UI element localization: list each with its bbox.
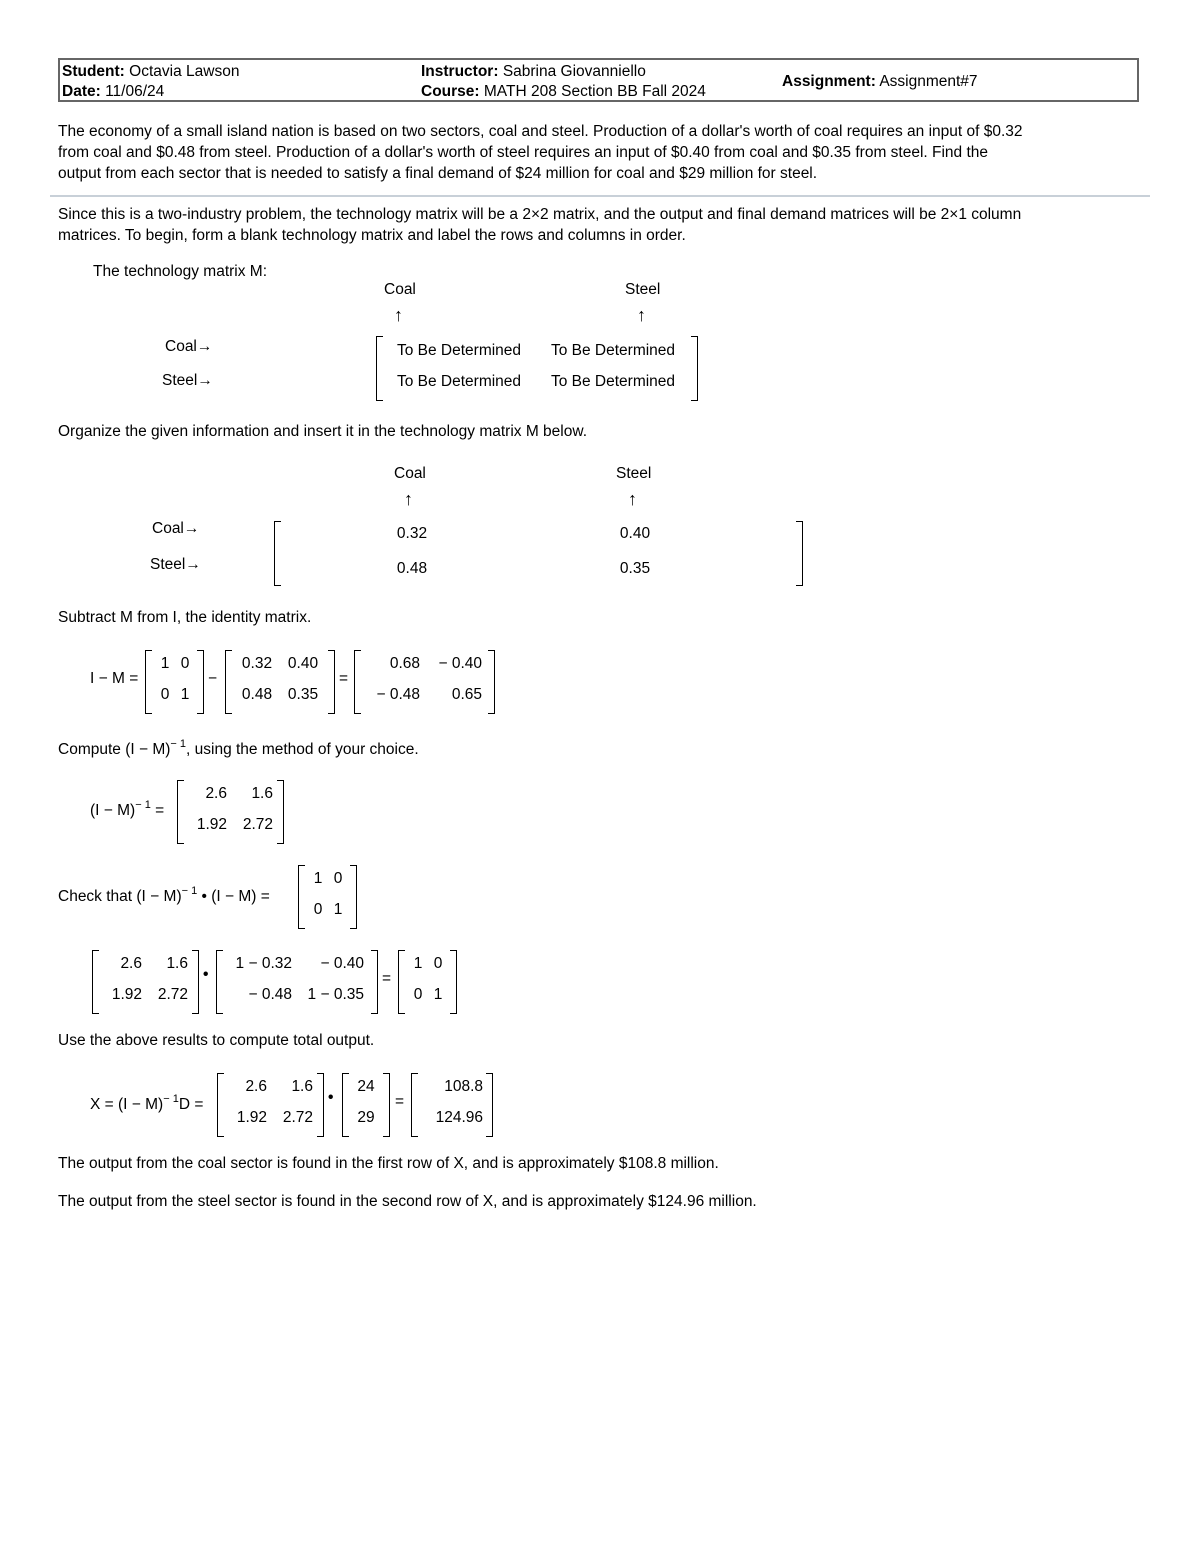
- up-arrow-icon: ↑: [404, 489, 413, 509]
- blank-row-coal: Coal→: [165, 338, 213, 355]
- row-steel-label: Steel→: [150, 556, 201, 573]
- matrix-cell: 2.6: [120, 955, 142, 972]
- m-matrix: [225, 650, 335, 714]
- matrix-cell: 0.68: [389, 655, 420, 672]
- matrix-cell: 1.6: [251, 785, 273, 802]
- matrix-cell: 0.48: [241, 686, 273, 703]
- blank-row-steel: Steel→: [162, 372, 213, 389]
- matrix-cell: 0: [180, 655, 190, 672]
- blank-technology-matrix: [376, 336, 698, 401]
- student-field: Student: Octavia Lawson: [62, 63, 240, 80]
- i-minus-m-lhs: I − M =: [90, 670, 139, 687]
- i-minus-m-matrix: [354, 650, 495, 714]
- matrix-cell: To Be Determined: [396, 342, 522, 359]
- organize-text: Organize the given information and insert it in the technology matrix M below.: [58, 423, 587, 440]
- blank-col-coal: Coal: [384, 281, 416, 298]
- intro-text: Since this is a two-industry problem, the technology matrix will be a 2×2 matrix, and the output and final demand matrices will be 2×1 column matrices. To begin, form a blank technology matrix and label the rows and columns in order.: [58, 206, 1022, 244]
- technology-matrix: [274, 521, 803, 586]
- matrix-cell: 0.35: [287, 686, 319, 703]
- up-arrow-icon: ↑: [628, 489, 637, 509]
- up-arrow-icon: ↑: [394, 305, 403, 325]
- matrix-cell: 1.6: [166, 955, 188, 972]
- up-arrow-icon: ↑: [637, 305, 646, 325]
- matrix-cell: 1: [333, 901, 343, 918]
- matrix-cell: 0.32: [396, 525, 428, 542]
- matrix-cell: 0: [333, 870, 343, 887]
- matrix-cell: 124.96: [435, 1109, 483, 1126]
- col-steel-label: Steel: [616, 465, 652, 482]
- matrix-cell: 1: [313, 870, 323, 887]
- matrix-cell: 1 − 0.32: [235, 955, 292, 972]
- matrix-cell: 1.92: [111, 986, 142, 1003]
- matrix-cell: 1.92: [196, 816, 227, 833]
- matrix-cell: 2.6: [245, 1078, 267, 1095]
- conclusion-steel: The output from the steel sector is found in the second row of X, and is approximately $124.96 million.: [58, 1193, 757, 1210]
- multiply-dot: •: [203, 966, 209, 983]
- matrix-cell: 2.72: [282, 1109, 313, 1126]
- assignment-field: Assignment: Assignment#7: [782, 73, 978, 90]
- subtract-text: Subtract M from I, the identity matrix.: [58, 609, 312, 626]
- matrix-cell: 1: [180, 686, 190, 703]
- matrix-cell: 0: [413, 986, 423, 1003]
- output-text: Use the above results to compute total output.: [58, 1032, 375, 1049]
- matrix-cell: 1: [413, 955, 423, 972]
- equals-sign: =: [382, 970, 392, 987]
- inverse-matrix: [217, 1073, 324, 1137]
- header-box: [58, 58, 1139, 102]
- matrix-cell: 2.72: [157, 986, 188, 1003]
- blank-matrix-caption: The technology matrix M:: [93, 263, 268, 280]
- identity-matrix: [398, 950, 457, 1014]
- col-coal-label: Coal: [394, 465, 426, 482]
- identity-matrix: [298, 865, 357, 929]
- matrix-cell: To Be Determined: [396, 373, 522, 390]
- compute-text: Compute $(I - M)^{- 1}$, using the method of your choice.: [58, 738, 419, 758]
- demand-vector: [342, 1073, 390, 1137]
- matrix-cell: 29: [357, 1109, 375, 1126]
- row-coal-label: Coal→: [152, 520, 200, 537]
- matrix-cell: 0: [313, 901, 323, 918]
- inverse-matrix: [177, 780, 284, 844]
- equals-sign: =: [395, 1093, 405, 1110]
- matrix-cell: 0.65: [451, 686, 482, 703]
- multiply-dot: •: [328, 1089, 334, 1106]
- matrix-cell: To Be Determined: [550, 373, 676, 390]
- matrix-cell: 1: [433, 986, 443, 1003]
- matrix-cell: 1 − 0.35: [307, 986, 364, 1003]
- matrix-cell: 0: [160, 686, 170, 703]
- matrix-cell: 0.35: [619, 560, 651, 577]
- matrix-cell: 1: [160, 655, 170, 672]
- instructor-field: Instructor: Sabrina Giovanniello: [421, 63, 646, 80]
- matrix-cell: 108.8: [444, 1078, 483, 1095]
- inverse-lhs: $(I - M)^{- 1}$ =: [90, 799, 165, 819]
- matrix-cell: 2.6: [205, 785, 227, 802]
- check-text: Check that $(I - M)^{- 1}$ • (I − M) =: [58, 885, 270, 905]
- matrix-cell: 24: [357, 1078, 375, 1095]
- matrix-cell: − 0.48: [248, 986, 292, 1003]
- matrix-cell: To Be Determined: [550, 342, 676, 359]
- minus-sign: −: [208, 670, 218, 687]
- equals-sign: =: [339, 670, 349, 687]
- output-vector: [411, 1073, 493, 1137]
- i-minus-m-expanded-matrix: [216, 950, 378, 1014]
- matrix-cell: 2.72: [242, 816, 273, 833]
- matrix-cell: − 0.40: [320, 955, 364, 972]
- output-lhs: $X = (I - M)^{- 1}D$ =: [90, 1093, 204, 1113]
- matrix-cell: − 0.40: [438, 655, 482, 672]
- matrix-cell: 1.92: [236, 1109, 267, 1126]
- identity-matrix: [145, 650, 204, 714]
- matrix-cell: − 0.48: [376, 686, 420, 703]
- matrix-cell: 0.40: [287, 655, 319, 672]
- matrix-cell: 0.40: [619, 525, 651, 542]
- conclusion-coal: The output from the coal sector is found in the first row of X, and is approximately $108.8 million.: [58, 1155, 719, 1172]
- matrix-cell: 0.48: [396, 560, 428, 577]
- blank-col-steel: Steel: [625, 281, 661, 298]
- matrix-cell: 0: [433, 955, 443, 972]
- problem-statement: The economy of a small island nation is based on two sectors, coal and steel. Production of a dollar's worth of coal requires an input of $0.32 from coal and $0.48 from steel. Production of a dollar's worth of steel requires an input of $0.40 from coal and $0.35 from steel. Find the output from each sector that is needed to satisfy a final demand of $24 million for coal and $29 million for steel.: [58, 123, 1023, 182]
- date-field: Date: 11/06/24: [62, 83, 165, 100]
- inverse-matrix: [92, 950, 199, 1014]
- matrix-cell: 1.6: [291, 1078, 313, 1095]
- divider: [50, 195, 1150, 197]
- matrix-cell: 0.32: [241, 655, 273, 672]
- course-field: Course: MATH 208 Section BB Fall 2024: [421, 83, 706, 100]
